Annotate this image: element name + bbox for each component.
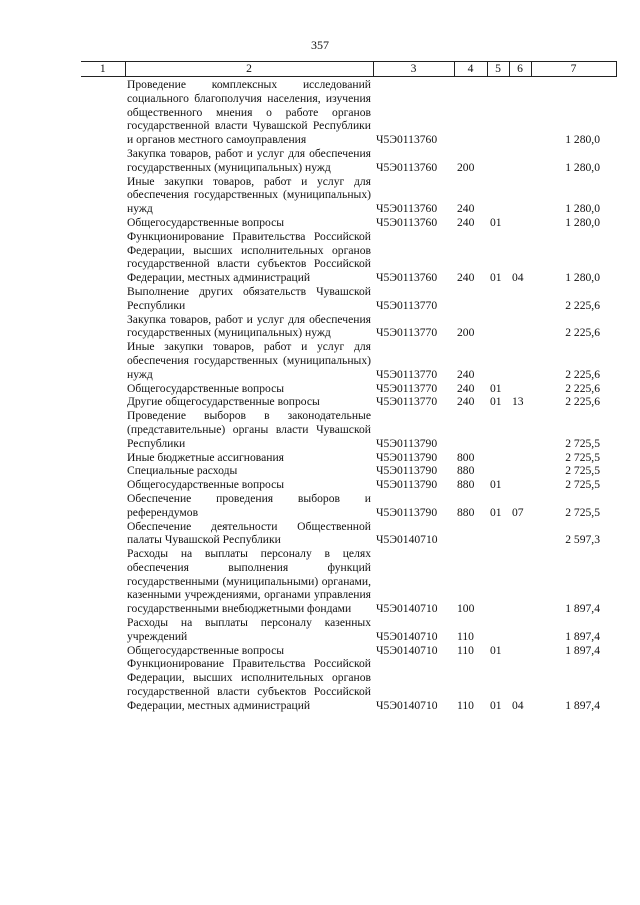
row-amount-cell: 1 280,0 (565, 160, 600, 174)
row-section-cell (487, 520, 509, 548)
row-expense-type-cell (454, 285, 487, 313)
row-subsection-cell (509, 77, 531, 147)
table-row (81, 409, 616, 450)
row-subsection-cell: 04 (512, 698, 524, 712)
row-section-cell: 01 (490, 698, 502, 712)
row-expense-type-cell: 240 (457, 381, 475, 395)
row-index-cell (81, 644, 125, 658)
row-index-cell (81, 478, 125, 492)
row-name-cell: Обеспечение проведения выборов и референдумов (127, 491, 371, 519)
row-expense-type-cell: 240 (457, 367, 475, 381)
row-code-cell: Ч5Э0140710 (376, 533, 438, 547)
row-section-cell (487, 285, 509, 313)
row-index-cell (81, 77, 125, 147)
table-row (81, 395, 616, 409)
row-section-cell: 01 (490, 643, 502, 657)
row-section-cell (487, 451, 509, 465)
row-expense-type-cell: 100 (457, 602, 475, 616)
row-amount-cell: 2 225,6 (565, 326, 600, 340)
table-row (81, 147, 616, 175)
row-index-cell (81, 313, 125, 341)
row-section-cell (487, 464, 509, 478)
row-amount-cell: 2 225,6 (565, 381, 600, 395)
row-subsection-cell (509, 616, 531, 644)
row-amount-cell: 1 280,0 (565, 202, 600, 216)
row-amount-cell: 2 597,3 (565, 533, 600, 547)
row-subsection-cell: 07 (512, 505, 524, 519)
row-name-cell: Иные закупки товаров, работ и услуг для обеспечения государственных (муниципальных) нужд (127, 340, 371, 381)
row-subsection-cell (509, 147, 531, 175)
row-amount-cell: 1 280,0 (565, 215, 600, 229)
row-subsection-cell (509, 313, 531, 341)
row-name-cell: Расходы на выплаты персоналу в целях обеспечения выполнения функций государственными (муниципальными) органами, казенными учреждениями, органами управления государственными внебюджетными фондами (127, 547, 371, 616)
table-row (81, 285, 616, 313)
row-name-cell: Иные закупки товаров, работ и услуг для обеспечения государственных (муниципальных) нужд (127, 174, 371, 216)
row-code-cell: Ч5Э0140710 (376, 698, 438, 712)
row-code-cell: Ч5Э0113770 (376, 381, 438, 395)
row-subsection-cell: 04 (512, 271, 524, 285)
row-index-cell (81, 285, 125, 313)
row-section-cell: 01 (490, 505, 502, 519)
row-code-cell: Ч5Э0113790 (376, 478, 438, 492)
table-row (81, 175, 616, 216)
row-amount-cell: 2 725,5 (565, 478, 600, 492)
row-amount-cell: 2 225,6 (565, 298, 600, 312)
row-section-cell (487, 547, 509, 616)
row-name-cell: Проведение комплексных исследований социального благополучия населения, изучения общественного мнения о работе органов государственной власти Чувашской Республики и органов местного самоуправления (127, 78, 371, 147)
table-row (81, 657, 616, 712)
header-col-2: 2 (125, 62, 373, 77)
row-name-cell: Выполнение других обязательств Чувашской Республики (127, 284, 371, 312)
row-index-cell (81, 547, 125, 616)
row-code-cell: Ч5Э0113790 (376, 436, 438, 450)
row-expense-type-cell: 110 (457, 629, 474, 643)
row-expense-type-cell: 240 (457, 202, 475, 216)
row-expense-type-cell (454, 520, 487, 548)
row-amount-cell: 2 225,6 (565, 367, 600, 381)
row-amount-cell: 1 280,0 (565, 271, 600, 285)
row-name-cell: Обеспечение деятельности Общественной палаты Чувашской Республики (127, 519, 371, 547)
row-section-cell (487, 616, 509, 644)
row-code-cell: Ч5Э0113760 (376, 133, 438, 147)
row-section-cell: 01 (490, 478, 502, 492)
row-amount-cell: 2 725,5 (565, 464, 600, 478)
header-col-1: 1 (81, 62, 125, 77)
table-row (81, 451, 616, 465)
table-row (81, 616, 616, 644)
row-amount-cell: 2 725,5 (565, 450, 600, 464)
row-code-cell: Ч5Э0140710 (376, 602, 438, 616)
row-name-cell: Закупка товаров, работ и услуг для обеспечения государственных (муниципальных) нужд (127, 312, 371, 340)
row-name-cell: Общегосударственные вопросы (127, 478, 285, 492)
row-expense-type-cell: 880 (457, 505, 475, 519)
table-row (81, 478, 616, 492)
row-subsection-cell (509, 547, 531, 616)
header-col-5: 5 (487, 62, 509, 77)
table-row (81, 313, 616, 341)
row-name-cell: Функционирование Правительства Российской Федерации, высших исполнительных органов государственной власти субъектов Российской Федерации, местных администраций (127, 657, 371, 712)
row-code-cell: Ч5Э0113790 (376, 505, 438, 519)
row-code-cell: Ч5Э0140710 (376, 643, 438, 657)
row-code-cell: Ч5Э0113770 (376, 298, 438, 312)
row-index-cell (81, 464, 125, 478)
row-subsection-cell (509, 409, 531, 450)
row-index-cell (81, 340, 125, 381)
row-section-cell (487, 77, 509, 147)
header-col-7: 7 (531, 62, 616, 77)
page-number: 357 (311, 38, 329, 52)
row-code-cell: Ч5Э0113770 (376, 326, 438, 340)
row-expense-type-cell: 880 (457, 478, 475, 492)
row-expense-type-cell: 240 (457, 215, 475, 229)
row-amount-cell: 2 725,5 (565, 505, 600, 519)
row-name-cell: Расходы на выплаты персоналу казенных учреждений (127, 616, 371, 643)
table-row (81, 547, 616, 616)
row-section-cell: 01 (490, 395, 502, 409)
row-section-cell (487, 175, 509, 216)
row-index-cell (81, 657, 125, 712)
row-expense-type-cell (454, 409, 487, 450)
row-subsection-cell (509, 216, 531, 230)
row-name-cell: Общегосударственные вопросы (127, 381, 285, 395)
row-index-cell (81, 395, 125, 409)
row-section-cell (487, 147, 509, 175)
table-row (81, 520, 616, 548)
row-code-cell: Ч5Э0113760 (376, 202, 438, 216)
row-expense-type-cell: 880 (457, 464, 475, 478)
row-name-cell: Другие общегосударственные вопросы (127, 395, 320, 409)
row-expense-type-cell: 200 (457, 326, 475, 340)
row-expense-type-cell: 240 (457, 395, 475, 409)
row-amount-cell: 1 897,4 (565, 629, 600, 643)
row-name-cell: Функционирование Правительства Российской Федерации, высших исполнительных органов государственной власти субъектов Российской Федерации, местных администраций (127, 229, 371, 285)
row-code-cell: Ч5Э0113760 (376, 215, 438, 229)
row-amount-cell: 1 280,0 (565, 133, 600, 147)
row-subsection-cell (509, 464, 531, 478)
row-amount-cell: 1 897,4 (565, 698, 600, 712)
header-col-4: 4 (454, 62, 487, 77)
row-name-cell: Проведение выборов в законодательные (представительные) органы власти Чувашской Республики (127, 409, 371, 450)
row-section-cell: 01 (490, 271, 502, 285)
row-subsection-cell (509, 478, 531, 492)
row-subsection-cell (509, 644, 531, 658)
table-row (81, 230, 616, 285)
row-index-cell (81, 520, 125, 548)
row-name-cell: Специальные расходы (127, 464, 238, 478)
row-code-cell: Ч5Э0113760 (376, 160, 438, 174)
budget-table (81, 61, 617, 713)
row-section-cell (487, 340, 509, 381)
row-index-cell (81, 216, 125, 230)
table-row (81, 492, 616, 520)
row-subsection-cell (509, 520, 531, 548)
table-row (81, 216, 616, 230)
row-index-cell (81, 230, 125, 285)
row-amount-cell: 1 897,4 (565, 602, 600, 616)
row-subsection-cell (509, 451, 531, 465)
row-index-cell (81, 147, 125, 175)
row-name-cell: Общегосударственные вопросы (127, 215, 285, 229)
row-subsection-cell (509, 175, 531, 216)
row-index-cell (81, 451, 125, 465)
header-col-6: 6 (509, 62, 531, 77)
row-expense-type-cell: 800 (457, 450, 475, 464)
row-index-cell (81, 492, 125, 520)
row-index-cell (81, 409, 125, 450)
row-amount-cell: 2 725,5 (565, 436, 600, 450)
row-expense-type-cell (454, 77, 487, 147)
row-amount-cell: 2 225,6 (565, 395, 600, 409)
row-subsection-cell (509, 382, 531, 396)
row-index-cell (81, 382, 125, 396)
table-row (81, 382, 616, 396)
row-expense-type-cell: 200 (457, 160, 475, 174)
row-subsection-cell (509, 285, 531, 313)
row-code-cell: Ч5Э0113770 (376, 367, 438, 381)
row-subsection-cell (509, 340, 531, 381)
table-row (81, 464, 616, 478)
row-amount-cell: 1 897,4 (565, 643, 600, 657)
row-section-cell: 01 (490, 215, 502, 229)
row-section-cell: 01 (490, 381, 502, 395)
row-expense-type-cell: 110 (457, 698, 474, 712)
row-index-cell (81, 616, 125, 644)
row-name-cell: Закупка товаров, работ и услуг для обеспечения государственных (муниципальных) нужд (127, 146, 371, 174)
row-expense-type-cell: 110 (457, 643, 474, 657)
row-subsection-cell: 13 (512, 395, 524, 409)
row-code-cell: Ч5Э0113770 (376, 395, 438, 409)
row-name-cell: Общегосударственные вопросы (127, 643, 285, 657)
row-code-cell: Ч5Э0113790 (376, 464, 438, 478)
header-row (81, 62, 616, 77)
row-section-cell (487, 409, 509, 450)
row-expense-type-cell: 240 (457, 271, 475, 285)
row-code-cell: Ч5Э0113790 (376, 450, 438, 464)
table-row (81, 77, 616, 147)
table-row (81, 340, 616, 381)
header-col-3: 3 (373, 62, 454, 77)
row-index-cell (81, 175, 125, 216)
row-section-cell (487, 313, 509, 341)
row-code-cell: Ч5Э0140710 (376, 629, 438, 643)
table-row (81, 644, 616, 658)
row-code-cell: Ч5Э0113760 (376, 271, 438, 285)
row-name-cell: Иные бюджетные ассигнования (127, 450, 284, 464)
